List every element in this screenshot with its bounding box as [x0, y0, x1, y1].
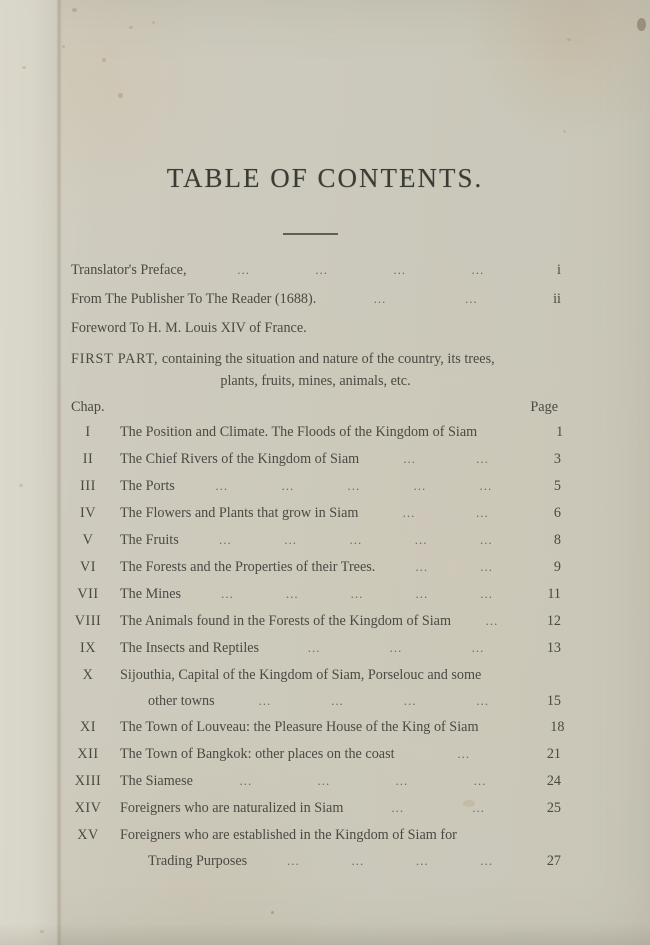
title-divider-rule	[283, 233, 338, 235]
toc-entry[interactable]	[66, 827, 561, 879]
toc-entry-body	[110, 667, 561, 684]
toc-chapter-title: The Position and Climate. The Floods of the Kingdom of Siam	[120, 424, 478, 440]
toc-chapter-title: The Forests and the Properties of their Trees.	[120, 559, 376, 575]
toc-chapter-number: XII	[77, 746, 99, 762]
toc-page-number: 18	[550, 719, 565, 735]
toc-entry-line-continued	[66, 693, 561, 719]
dot-leader-group: ...	[393, 262, 407, 277]
dot-leader-group: ...	[395, 773, 409, 788]
toc-chapter-title: The Insects and Reptiles	[120, 640, 260, 656]
toc-page-number: 25	[546, 800, 561, 816]
toc-chapter-number: VIII	[74, 613, 102, 629]
toc-chapter-title: Foreigners who are established in the Kingdom of Siam for	[120, 827, 457, 843]
toc-entry[interactable]	[66, 719, 565, 746]
toc-page-number: 13	[546, 640, 561, 656]
dot-leader	[375, 559, 533, 575]
part-description-line1: containing the situation and nature of the country, its trees,	[158, 351, 495, 367]
toc-entry[interactable]	[66, 773, 561, 800]
dot-leader-group: ...	[480, 853, 494, 868]
toc-entry-body	[110, 719, 564, 736]
dot-leader-group: ...	[285, 586, 299, 601]
dot-leader	[451, 613, 533, 629]
dot-leader-group: ...	[218, 532, 232, 547]
dot-leader-group: ...	[471, 640, 485, 655]
toc-page-number: 12	[546, 613, 561, 629]
toc-entry-line-primary	[66, 667, 561, 693]
dot-leader-group: ...	[287, 853, 300, 868]
dot-leader-group: ...	[479, 478, 493, 493]
table-of-contents-list	[66, 424, 565, 879]
toc-chapter-number: XIII	[74, 773, 102, 789]
part-label: FIRST PART,	[71, 351, 159, 367]
dot-leader	[193, 773, 533, 789]
toc-entry-body	[110, 746, 561, 763]
toc-entry[interactable]	[66, 505, 561, 532]
dot-leader-group: ...	[479, 532, 493, 547]
toc-entry[interactable]	[66, 667, 561, 719]
toc-chapter-title: The Chief Rivers of the Kingdom of Siam	[120, 451, 360, 467]
toc-chapter-number: I	[85, 424, 91, 440]
toc-entry-line-continued	[66, 853, 561, 879]
dot-leader-group: ...	[373, 291, 387, 306]
dot-leader-group: ...	[415, 586, 429, 601]
toc-entry[interactable]	[66, 532, 561, 559]
column-header-page: Page	[530, 399, 558, 415]
dot-leader-group: ...	[476, 693, 490, 708]
toc-chapter-title: The Animals found in the Forests of the Kingdom of Siam	[120, 613, 452, 629]
dot-leader	[215, 693, 533, 709]
page-title: TABLE OF CONTENTS.	[166, 163, 484, 193]
toc-entry[interactable]	[66, 613, 561, 640]
dot-leader	[343, 800, 533, 816]
dot-leader	[187, 262, 535, 278]
dot-leader-group: ...	[347, 478, 361, 493]
toc-page-number: 6	[553, 505, 561, 521]
dot-leader-group: ...	[457, 746, 471, 761]
toc-chapter-title: The Fruits	[120, 532, 179, 548]
toc-entry-body	[110, 773, 561, 790]
toc-entry[interactable]	[66, 478, 561, 505]
front-matter-row[interactable]	[71, 262, 561, 291]
toc-entry[interactable]	[66, 586, 561, 613]
toc-page-number: 5	[553, 478, 561, 494]
first-part-description	[71, 349, 560, 392]
toc-chapter-number: IV	[80, 505, 96, 521]
dot-leader	[358, 505, 533, 521]
dot-leader-group: ...	[281, 478, 295, 493]
toc-chapter-number: VI	[80, 559, 96, 575]
toc-entry-body	[110, 451, 561, 468]
dot-leader	[247, 853, 533, 869]
front-matter-row[interactable]	[71, 320, 561, 349]
dot-leader-group: ...	[472, 800, 485, 815]
toc-chapter-title: The Town of Bangkok: other places on the coast	[120, 746, 395, 762]
toc-entry-body	[110, 613, 561, 630]
toc-entry-body	[110, 424, 563, 441]
toc-chapter-number: XIV	[74, 800, 102, 816]
dot-leader-group: ...	[237, 262, 250, 277]
toc-entry-body	[110, 800, 561, 817]
front-matter-label: From The Publisher To The Reader (1688).	[71, 291, 317, 307]
dot-leader-group: ...	[415, 559, 429, 574]
toc-chapter-number: XV	[77, 827, 99, 843]
toc-entry-body	[110, 586, 561, 603]
dot-leader-group: ...	[307, 640, 321, 655]
toc-chapter-number: III	[80, 478, 96, 494]
dot-leader-group: ...	[350, 586, 364, 601]
dot-leader-group: ...	[403, 693, 417, 708]
toc-entry-body	[110, 532, 561, 549]
toc-page-number: 24	[546, 773, 561, 789]
toc-chapter-title: Foreigners who are naturalized in Siam	[120, 800, 344, 816]
toc-chapter-title: The Ports	[120, 478, 175, 494]
part-description-line2: plants, fruits, mines, animals, etc.	[220, 373, 411, 389]
toc-chapter-title: The Mines	[120, 586, 182, 602]
dot-leader-group: ...	[413, 478, 427, 493]
toc-chapter-number: II	[82, 451, 94, 467]
dot-leader	[179, 532, 533, 548]
toc-chapter-title: The Town of Louveau: the Pleasure House of the King of Siam	[120, 719, 479, 735]
front-matter-label: Translator's Preface,	[71, 262, 187, 278]
dot-leader	[175, 478, 533, 494]
dot-leader-group: ...	[403, 451, 417, 466]
dot-leader-group: ...	[391, 800, 405, 815]
toc-page-number: 15	[546, 693, 561, 709]
dot-leader-group: ...	[485, 613, 499, 628]
front-matter-list	[71, 262, 561, 349]
toc-chapter-title: The Flowers and Plants that grow in Siam	[120, 505, 359, 521]
dot-leader-group: ...	[239, 773, 253, 788]
toc-entry-body	[110, 559, 561, 576]
toc-entry[interactable]	[66, 746, 561, 773]
toc-entry[interactable]	[66, 559, 561, 586]
toc-chapter-number: X	[82, 667, 94, 683]
toc-chapter-number: IX	[80, 640, 96, 656]
toc-entry-body	[110, 505, 561, 522]
toc-page-number: 27	[546, 853, 561, 869]
column-header-chapter: Chap.	[71, 399, 105, 415]
dot-leader	[395, 746, 533, 762]
dot-leader-group: ...	[351, 853, 365, 868]
front-matter-page-number: ii	[553, 291, 561, 307]
dot-leader-group: ...	[215, 478, 229, 493]
dot-leader-group: ...	[315, 262, 329, 277]
dot-leader-group: ...	[389, 640, 403, 655]
toc-entry-line-primary	[66, 827, 561, 853]
dot-leader-group: ...	[258, 693, 272, 708]
toc-entry-body	[110, 640, 561, 657]
toc-entry[interactable]	[66, 640, 561, 667]
toc-page-number: 21	[546, 746, 561, 762]
toc-entry[interactable]	[66, 800, 561, 827]
dot-leader-group: ...	[414, 532, 428, 547]
toc-chapter-title: The Siamese	[120, 773, 193, 789]
toc-chapter-number: XI	[80, 719, 96, 735]
dot-leader-group: ...	[317, 773, 331, 788]
toc-entry-body	[110, 478, 561, 495]
toc-page-number: 3	[553, 451, 561, 467]
dot-leader-group: ...	[480, 586, 493, 601]
dot-leader	[259, 640, 533, 656]
dot-leader-group: ...	[473, 773, 487, 788]
toc-page-number: 11	[547, 586, 561, 602]
dot-leader-group: ...	[464, 291, 478, 306]
dot-leader-group: ...	[284, 532, 297, 547]
toc-chapter-title-continued: other towns	[148, 693, 215, 709]
front-matter-label: Foreword To H. M. Louis XIV of France.	[71, 320, 307, 336]
toc-chapter-number: V	[82, 532, 94, 548]
toc-chapter-title: Sijouthia, Capital of the Kingdom of Siam, Porselouc and some	[120, 667, 482, 683]
dot-leader-group: ...	[349, 532, 363, 547]
dot-leader-group: ...	[402, 505, 416, 520]
toc-chapter-number: VII	[77, 586, 99, 602]
toc-page-number: 8	[553, 532, 561, 548]
toc-page-number: 9	[553, 559, 561, 575]
dot-leader-group: ...	[475, 505, 489, 520]
dot-leader	[181, 586, 533, 602]
dot-leader-group: ...	[480, 559, 493, 574]
dot-leader	[359, 451, 533, 467]
toc-entry[interactable]	[66, 451, 561, 478]
toc-entry[interactable]	[66, 424, 564, 451]
front-matter-page-number: i	[557, 262, 561, 278]
toc-entry-body	[110, 827, 561, 844]
front-matter-row[interactable]	[71, 291, 561, 320]
dot-leader-group: ...	[471, 262, 485, 277]
dot-leader-group: ...	[221, 586, 234, 601]
toc-chapter-title-continued: Trading Purposes	[148, 853, 248, 869]
dot-leader-group: ...	[331, 693, 344, 708]
toc-page-number: 1	[556, 424, 564, 440]
dot-leader-group: ...	[415, 853, 429, 868]
dot-leader	[316, 291, 535, 307]
dot-leader-group: ...	[476, 451, 489, 466]
